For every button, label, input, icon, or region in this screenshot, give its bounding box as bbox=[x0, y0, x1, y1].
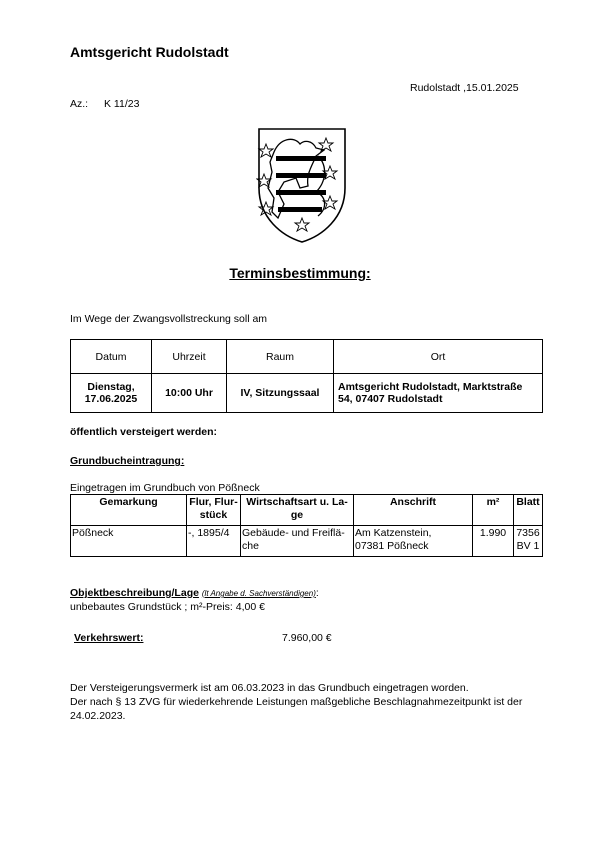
market-value-label: Verkehrswert: bbox=[74, 632, 144, 644]
cell-datum bbox=[71, 374, 152, 413]
market-value-amount: 7.960,00 € bbox=[282, 632, 332, 644]
object-description-text: unbebautes Grundstück ; m²-Preis: 4,00 € bbox=[70, 601, 265, 613]
cell-ort bbox=[334, 374, 543, 413]
header-blatt: Blatt bbox=[514, 495, 543, 526]
datum-date: 17.06.2025 bbox=[84, 393, 138, 405]
header-datum: Datum bbox=[71, 340, 152, 374]
header-raum: Raum bbox=[227, 340, 334, 374]
header-flur-line2: stück bbox=[199, 509, 228, 521]
cell-blatt bbox=[514, 526, 543, 557]
court-name: Amtsgericht Rudolstadt bbox=[70, 44, 229, 60]
header-uhrzeit: Uhrzeit bbox=[152, 340, 227, 374]
datum-weekday: Dienstag, bbox=[87, 381, 135, 393]
cell-wirtschaftsart bbox=[241, 526, 354, 557]
footer-line-1: Der Versteigerungsvermerk ist am 06.03.2023 in das Grundbuch eingetragen worden. bbox=[70, 682, 469, 694]
blatt-line1: 7356 bbox=[516, 527, 540, 539]
land-register-subtitle: Eingetragen im Grundbuch von Pößneck bbox=[70, 482, 260, 494]
appointment-table bbox=[70, 339, 543, 413]
file-number-label: Az.: bbox=[70, 98, 89, 110]
thuringia-coat-of-arms bbox=[256, 126, 348, 244]
header-wirtschaft-line2: ge bbox=[290, 509, 304, 521]
object-description-title bbox=[70, 587, 319, 599]
place-date: Rudolstadt ,15.01.2025 bbox=[410, 82, 519, 94]
footer-notes bbox=[70, 681, 540, 723]
header-wirtschaftsart bbox=[241, 495, 354, 526]
table-row bbox=[71, 374, 543, 413]
anschrift-line1: Am Katzenstein, bbox=[355, 527, 432, 539]
footer-line-2: Der nach § 13 ZVG für wiederkehrende Leistungen maßgebliche Beschlagnahmezeitpunkt ist der 24.02.2023. bbox=[70, 696, 523, 722]
header-wirtschaft-line1: Wirtschaftsart u. La- bbox=[246, 496, 348, 508]
wirtschaft-line1: Gebäude- und Freiflä- bbox=[242, 527, 345, 539]
table-header-row bbox=[71, 340, 543, 374]
cell-flur: -, 1895/4 bbox=[187, 526, 241, 557]
header-ort: Ort bbox=[334, 340, 543, 374]
object-title-note: (lt Angabe d. Sachverständigen) bbox=[201, 589, 316, 598]
header-qm: m² bbox=[473, 495, 514, 526]
object-title-colon: : bbox=[315, 587, 319, 599]
ort-line2: 54, 07407 Rudolstadt bbox=[338, 393, 443, 405]
cell-gemarkung: Pößneck bbox=[71, 526, 187, 557]
wirtschaft-line2: che bbox=[242, 540, 259, 552]
ort-line1: Amtsgericht Rudolstadt, Marktstraße bbox=[338, 381, 523, 393]
cell-anschrift bbox=[354, 526, 473, 557]
anschrift-line2: 07381 Pößneck bbox=[355, 540, 429, 552]
land-register-table bbox=[70, 494, 543, 557]
object-title-main: Objektbeschreibung/Lage bbox=[70, 587, 199, 599]
auction-statement: öffentlich versteigert werden: bbox=[70, 426, 218, 438]
page-title: Terminsbestimmung: bbox=[229, 265, 371, 281]
header-flur-line1: Flur, Flur- bbox=[189, 496, 238, 508]
cell-qm: 1.990 bbox=[473, 526, 514, 557]
cell-raum: IV, Sitzungssaal bbox=[227, 374, 334, 413]
table-header-row bbox=[71, 495, 543, 526]
cell-uhrzeit: 10:00 Uhr bbox=[152, 374, 227, 413]
header-anschrift: Anschrift bbox=[354, 495, 473, 526]
header-flur bbox=[187, 495, 241, 526]
table-row bbox=[71, 526, 543, 557]
header-gemarkung: Gemarkung bbox=[71, 495, 187, 526]
blatt-line2: BV 1 bbox=[516, 540, 540, 552]
file-number-value: K 11/23 bbox=[104, 98, 140, 110]
intro-text: Im Wege der Zwangsvollstreckung soll am bbox=[70, 313, 268, 325]
land-register-title: Grundbucheintragung: bbox=[70, 455, 185, 467]
